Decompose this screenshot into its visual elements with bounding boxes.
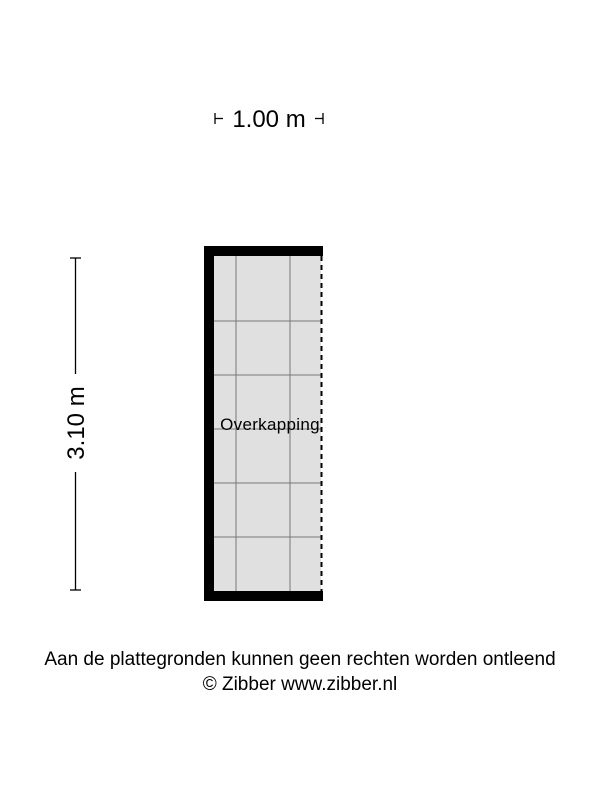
copyright-text: © Zibber www.zibber.nl xyxy=(202,674,398,695)
wall-top xyxy=(204,246,323,256)
height-dimension xyxy=(63,258,90,590)
room-overkapping xyxy=(204,246,323,601)
wall-bottom xyxy=(204,591,323,601)
width-dimension xyxy=(215,106,323,133)
height-dimension-label: 3.10 m xyxy=(63,386,90,460)
width-dimension-label: 1.00 m xyxy=(232,106,306,133)
wall-left xyxy=(204,246,214,601)
disclaimer-text: Aan de plattegronden kunnen geen rechten worden ontleend xyxy=(44,649,556,670)
room-label: Overkapping xyxy=(220,415,320,434)
